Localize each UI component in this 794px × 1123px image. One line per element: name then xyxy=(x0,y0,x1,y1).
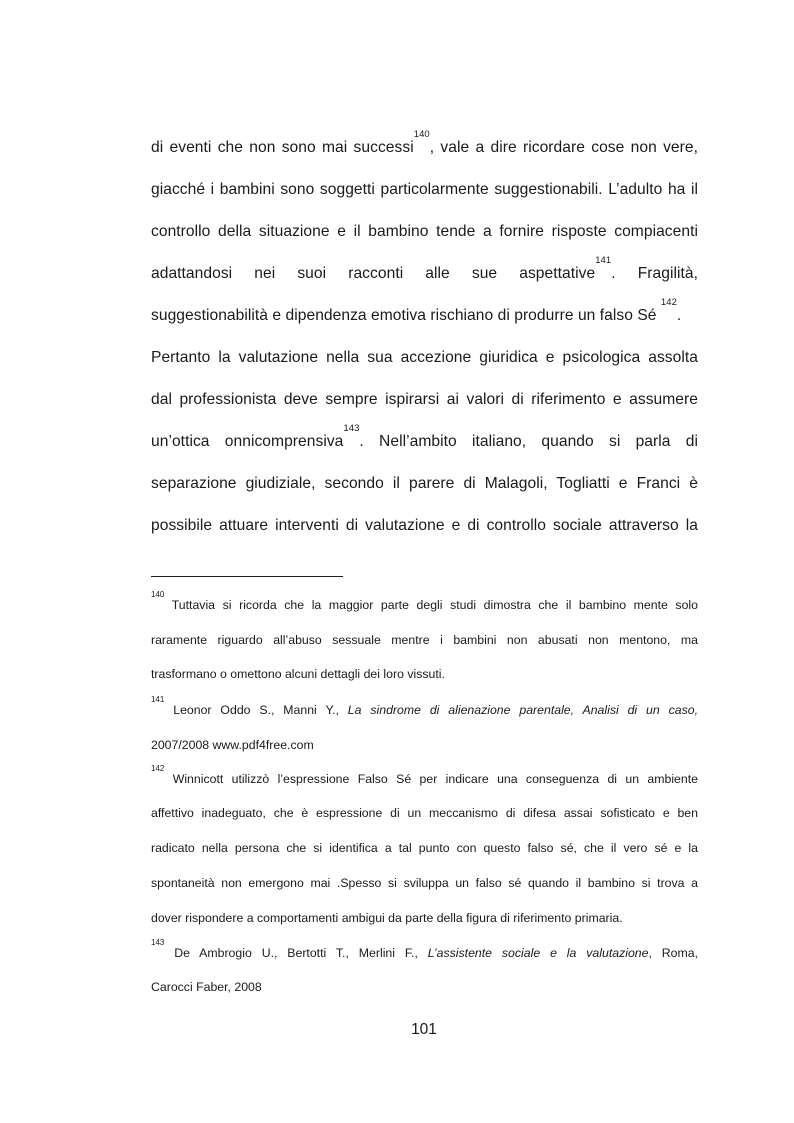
footnote-140-line-2: raramente riguardo all’abuso sessuale mentre i bambini non abusati non mentono, ma xyxy=(151,633,698,647)
body-line-3: controllo della situazione e il bambino tende a fornire risposte compiacenti xyxy=(151,223,698,240)
footnote-142-line-4: spontaneità non emergono mai .Spesso si sviluppa un falso sé quando il bambino si trova a xyxy=(151,876,698,890)
body-line-10: possibile attuare interventi di valutazione e di controllo sociale attraverso la xyxy=(151,517,698,534)
footnote-ref-140[interactable]: 140 xyxy=(413,129,430,140)
footnote-140-line-1: $^{140}$ Tuttavia si ricorda che la maggior parte degli studi dimostra che il bambino mente solo xyxy=(151,590,698,612)
footnote-marker-140: 140 xyxy=(151,590,165,599)
body-line-1: di eventi che non sono mai successi$^{140}$, vale a dire ricordare cose non vere, xyxy=(151,129,699,156)
footnote-143-line-1: $^{143}$ De Ambrogio U., Bertotti T., Merlini F., L’assistente sociale e la valutazione, Roma, xyxy=(151,938,699,960)
footnote-marker-142: 142 xyxy=(151,764,165,773)
footnote-143-line-2: Carocci Faber, 2008 xyxy=(151,980,262,994)
footnote-separator xyxy=(151,576,343,577)
page-number: 101 xyxy=(411,1021,437,1038)
footnote-141-line-1: $^{141}$ Leonor Oddo S., Manni Y., La sindrome di alienazione parentale, Analisi di un caso, xyxy=(151,695,699,717)
footnote-142-line-3: radicato nella persona che si identifica a tal punto con questo falso sé, che il vero sé e la xyxy=(151,841,698,855)
body-line-6: Pertanto la valutazione nella sua accezione giuridica e psicologica assolta xyxy=(151,349,698,366)
body-line-8: un’ottica onnicomprensiva$^{143}$. Nell’ambito italiano, quando si parla di xyxy=(151,423,698,450)
footnote-ref-143[interactable]: 143 xyxy=(343,423,360,434)
footnote-ref-141[interactable]: 141 xyxy=(595,255,612,266)
footnote-141-title: La sindrome di alienazione parentale, Analisi di un caso, xyxy=(347,703,699,717)
footnote-142-line-2: affettivo inadeguato, che è espressione di un meccanismo di difesa assai sofisticato e ben xyxy=(151,806,698,820)
footnote-143-title: L’assistente sociale e la valutazione xyxy=(427,946,649,960)
body-line-2: giacché i bambini sono soggetti particolarmente suggestionabili. L’adulto ha il xyxy=(151,181,698,198)
footnote-ref-142[interactable]: 142 xyxy=(660,297,677,308)
footnote-marker-143: 143 xyxy=(151,938,165,947)
footnote-142-line-1: $^{142}$ Winnicott utilizzò l’espressione Falso Sé per indicare una conseguenza di un ambiente xyxy=(151,764,698,786)
body-line-5: suggestionabilità e dipendenza emotiva rischiano di produrre un falso Sé $^{142}$. xyxy=(151,297,682,324)
body-line-9: separazione giudiziale, secondo il parere di Malagoli, Togliatti e Franci è xyxy=(151,475,698,492)
footnote-marker-141: 141 xyxy=(151,695,165,704)
body-line-4: adattandosi nei suoi racconti alle sue aspettative$^{141}$. Fragilità, xyxy=(151,255,698,282)
footnote-140-line-3: trasformano o omettono alcuni dettagli dei loro vissuti. xyxy=(151,667,445,681)
body-line-7: dal professionista deve sempre ispirarsi ai valori di riferimento e assumere xyxy=(151,391,698,408)
footnote-141-line-2: 2007/2008 www.pdf4free.com xyxy=(151,738,314,752)
footnote-142-line-5: dover rispondere a comportamenti ambigui da parte della figura di riferimento primaria. xyxy=(151,911,623,925)
